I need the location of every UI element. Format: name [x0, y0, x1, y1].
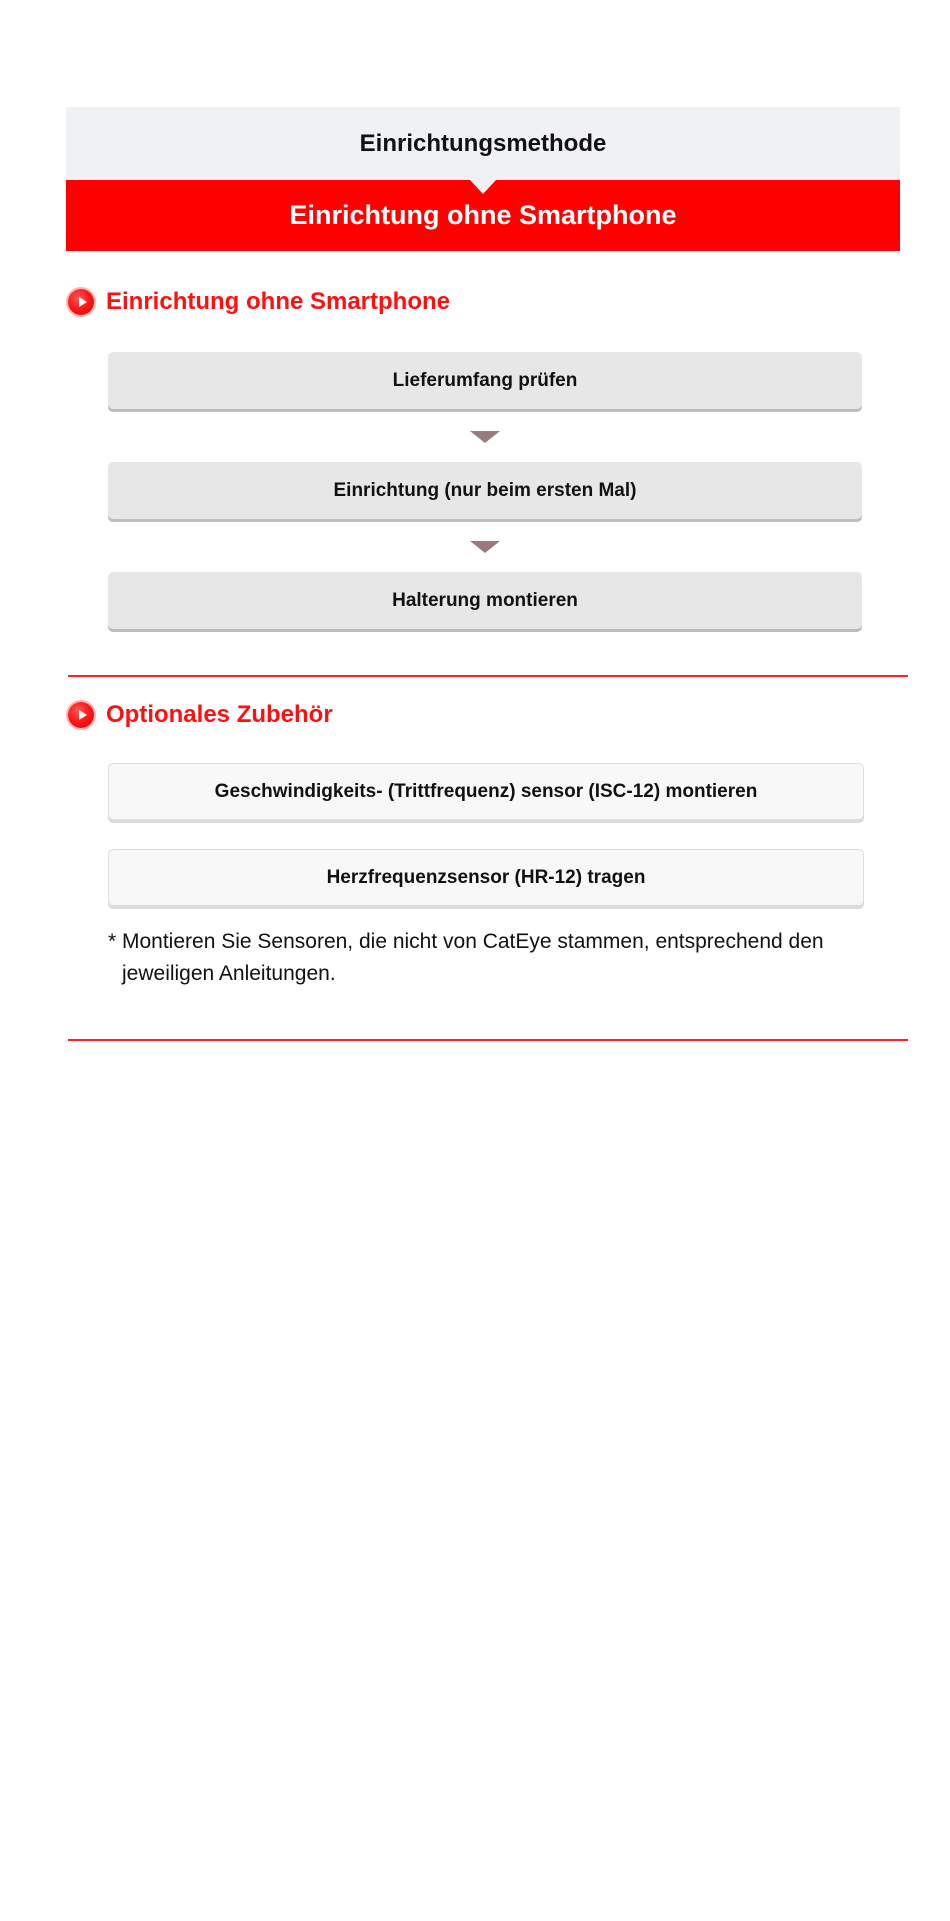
triangle-down-icon — [470, 541, 500, 553]
accessory-speed-sensor-link[interactable] — [108, 763, 864, 820]
section-title-accessories — [68, 701, 333, 729]
play-circle-icon — [68, 289, 94, 315]
accessory-label: Herzfrequenzsensor (HR-12) tragen — [326, 866, 646, 888]
step-mount-bracket[interactable] — [108, 572, 862, 629]
play-circle-icon — [68, 702, 94, 728]
accessory-heart-rate-sensor-link[interactable] — [108, 849, 864, 906]
section-title-setup-label: Einrichtung ohne Smartphone — [106, 288, 451, 315]
banner-notch-icon — [470, 180, 496, 194]
step-label: Halterung montieren — [392, 589, 578, 611]
section-title-setup — [68, 288, 450, 316]
section-divider — [68, 1039, 908, 1041]
section-title-accessories-label: Optionales Zubehör — [106, 701, 333, 728]
setup-method-title: Einrichtungsmethode — [359, 129, 607, 157]
step-first-setup[interactable] — [108, 462, 862, 519]
step-check-contents[interactable] — [108, 352, 862, 409]
step-label: Lieferumfang prüfen — [392, 369, 578, 391]
accessory-label: Geschwindigkeits- (Trittfrequenz) sensor (ISC-12) montieren — [214, 780, 758, 802]
setup-method-header — [66, 107, 900, 180]
step-label: Einrichtung (nur beim ersten Mal) — [333, 479, 637, 501]
footnote-marker: * — [108, 930, 117, 953]
section-divider — [68, 675, 908, 677]
footnote-text: Montieren Sie Sensoren, die nicht von CatEye stammen, entsprechend den jeweiligen Anleitungen. — [122, 930, 824, 985]
accessory-footnote — [108, 926, 868, 990]
triangle-down-icon — [470, 431, 500, 443]
setup-method-banner-label: Einrichtung ohne Smartphone — [289, 200, 677, 230]
